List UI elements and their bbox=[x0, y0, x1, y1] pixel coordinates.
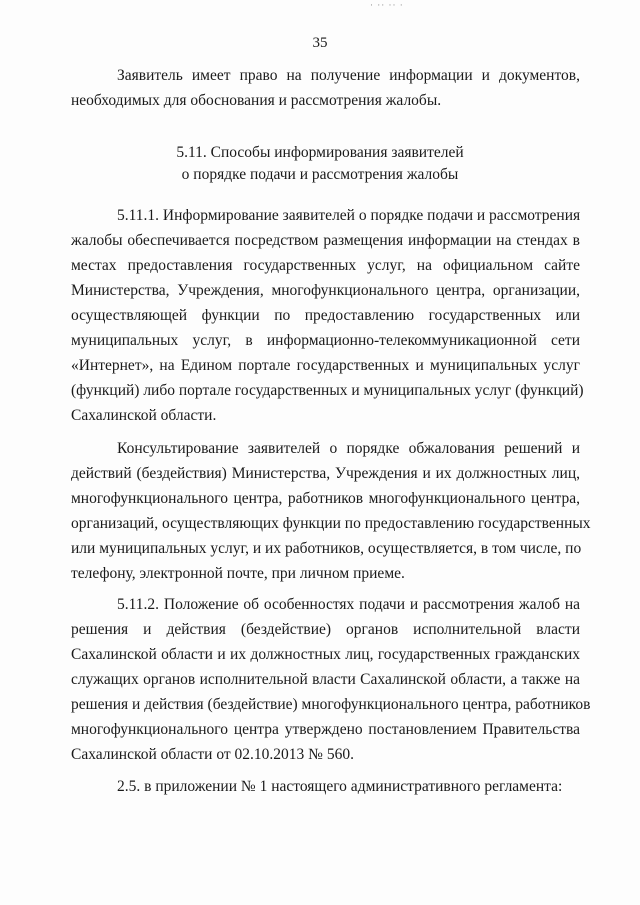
paragraph-5-11-1 bbox=[71, 203, 584, 428]
text-line: решения и действия (бездействие) органов исполнительной власти bbox=[71, 621, 580, 638]
text-line: действий (бездействия) Министерства, Учреждения и их должностных лиц, bbox=[71, 465, 580, 482]
page-number: 35 bbox=[312, 35, 328, 51]
text-line: жалобы обеспечивается посредством размещения информации на стендах в bbox=[71, 232, 580, 249]
paragraph-5-11-2 bbox=[71, 592, 591, 767]
text-line: необходимых для обоснования и рассмотрения жалобы. bbox=[71, 92, 442, 109]
text-line: осуществляющей функции по предоставлению государственных или bbox=[71, 307, 580, 324]
text-line: Заявитель имеет право на получение информации и документов, bbox=[117, 67, 580, 84]
text-line: телефону, электронной почте, при личном приеме. bbox=[71, 565, 405, 582]
text-line: Сахалинской области. bbox=[71, 407, 217, 424]
text-line: Министерства, Учреждения, многофункционального центра, организации, bbox=[71, 282, 580, 299]
heading-line: 5.11. Способы информирования заявителей bbox=[176, 144, 464, 161]
text-line: местах предоставления государственных услуг, на официальном сайте bbox=[71, 257, 580, 274]
text-line: служащих органов исполнительной власти Сахалинской области, а также на bbox=[71, 671, 580, 688]
text-line: Сахалинской области и их должностных лиц, государственных гражданских bbox=[71, 646, 580, 663]
text-line: Сахалинской области от 02.10.2013 № 560. bbox=[71, 746, 354, 763]
text-line: многофункционального центра, работников многофункционального центра, bbox=[71, 490, 580, 507]
text-line: Консультирование заявителей о порядке обжалования решений и bbox=[117, 440, 580, 457]
heading-line: о порядке подачи и рассмотрения жалобы bbox=[181, 166, 459, 183]
section-heading bbox=[0, 142, 640, 186]
text-line: многофункционального центра утверждено постановлением Правительства bbox=[71, 721, 580, 738]
text-line: организаций, осуществляющих функции по предоставлению государственных bbox=[71, 515, 591, 532]
text-line: муниципальных услуг, в информационно-телекоммуникационной сети bbox=[71, 332, 580, 349]
text-line: 2.5. в приложении № 1 настоящего административного регламента: bbox=[117, 778, 563, 795]
paragraph-2-5 bbox=[71, 774, 580, 799]
intro-paragraph bbox=[71, 63, 580, 113]
text-line: или муниципальных услуг, и их работников, осуществляется, в том числе, по bbox=[71, 540, 582, 557]
paragraph-consultation bbox=[71, 436, 591, 586]
text-line: решения и действия (бездействие) многофункционального центра, работников bbox=[71, 696, 591, 713]
text-line: 5.11.2. Положение об особенностях подачи и рассмотрения жалоб на bbox=[117, 596, 580, 613]
text-line: «Интернет», на Едином портале государственных и муниципальных услуг bbox=[71, 357, 580, 374]
text-line: (функций) либо портале государственных и муниципальных услуг (функций) bbox=[71, 382, 584, 399]
text-line: 5.11.1. Информирование заявителей о порядке подачи и рассмотрения bbox=[117, 207, 581, 224]
top-scan-mark: · ·· ·· · bbox=[370, 0, 404, 10]
